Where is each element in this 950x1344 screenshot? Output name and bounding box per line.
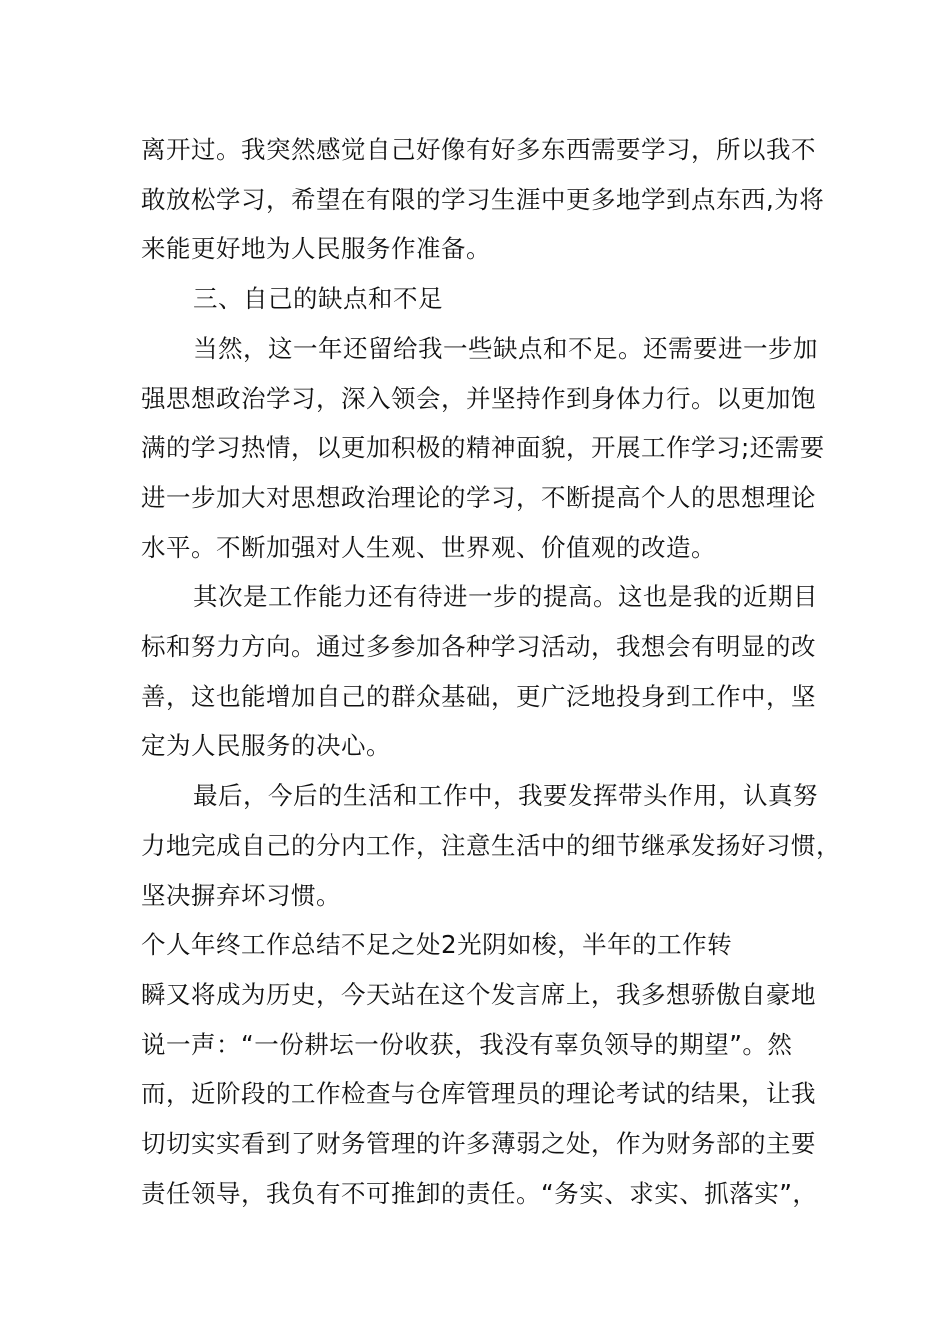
- text-line: 定为人民服务的决心。: [141, 731, 391, 760]
- text-line: 善，这也能增加自己的群众基础，更广泛地投身到工作中，坚: [141, 682, 816, 711]
- text-line: 其次是工作能力还有待进一步的提高。这也是我的近期目: [193, 582, 818, 611]
- text-line: 瞬又将成为历史，今天站在这个发言席上，我多想骄傲自豪地: [141, 980, 816, 1009]
- text-line: 切切实实看到了财务管理的许多薄弱之处，作为财务部的主要: [141, 1129, 816, 1158]
- text-line: 最后，今后的生活和工作中，我要发挥带头作用，认真努: [193, 781, 818, 810]
- text-line: 来能更好地为人民服务作准备。: [141, 234, 491, 263]
- text-line: 个人年终工作总结不足之处2光阴如梭，半年的工作转: [141, 930, 733, 959]
- text-line: 强思想政治学习，深入领会，并坚持作到身体力行。以更加饱: [141, 384, 816, 413]
- text-line: 标和努力方向。通过多参加各种学习活动，我想会有明显的改: [141, 632, 816, 661]
- text-line: 而，近阶段的工作检查与仓库管理员的理论考试的结果，让我: [141, 1079, 816, 1108]
- text-line: 当然，这一年还留给我一些缺点和不足。还需要进一步加: [193, 334, 818, 363]
- text-line: 责任领导，我负有不可推卸的责任。“务实、求实、抓落实”，: [141, 1179, 818, 1208]
- section-heading: 三、自己的缺点和不足: [193, 284, 443, 313]
- text-line: 离开过。我突然感觉自己好像有好多东西需要学习，所以我不: [141, 135, 816, 164]
- text-line: 坚决摒弃坏习惯。: [141, 881, 341, 910]
- text-line: 力地完成自己的分内工作，注意生活中的细节继承发扬好习惯，: [141, 831, 841, 860]
- text-line: 满的学习热情，以更加积极的精神面貌，开展工作学习;还需要: [141, 433, 825, 462]
- text-line: 说一声：“一份耕坛一份收获，我没有辜负领导的期望”。然: [141, 1030, 793, 1059]
- text-line: 水平。不断加强对人生观、世界观、价值观的改造。: [141, 533, 716, 562]
- text-line: 敢放松学习，希望在有限的学习生涯中更多地学到点东西,为将: [141, 185, 825, 214]
- text-line: 进一步加大对思想政治理论的学习，不断提高个人的思想理论: [141, 483, 816, 512]
